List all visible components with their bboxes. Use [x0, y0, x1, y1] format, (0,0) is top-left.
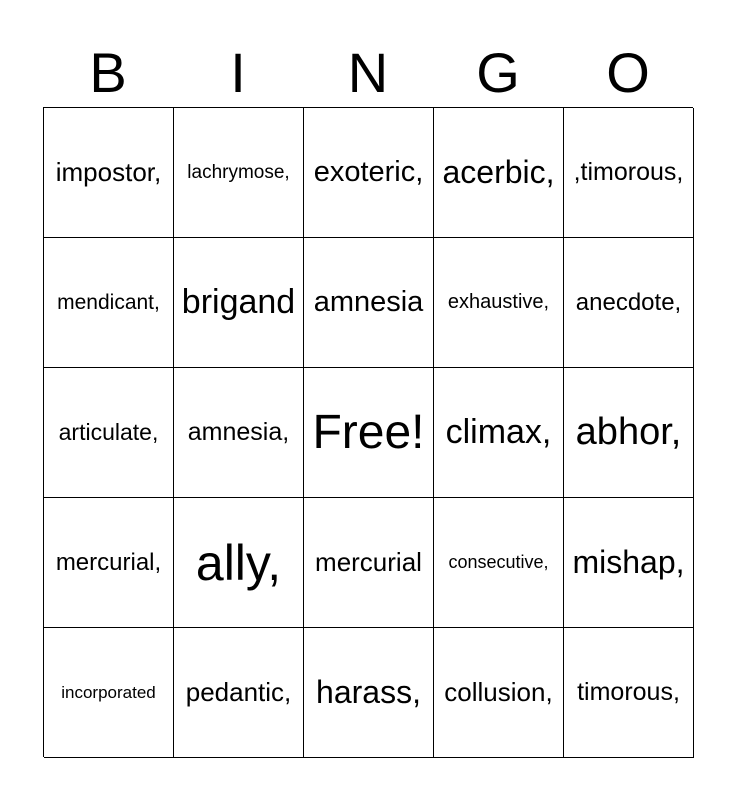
- bingo-cell: [564, 498, 694, 628]
- header-letter-o: O: [606, 41, 650, 104]
- bingo-cell: [564, 108, 694, 238]
- bingo-cell: [174, 238, 304, 368]
- header-letter-b: B: [89, 41, 127, 104]
- bingo-cell-word: mercurial: [315, 547, 422, 577]
- bingo-cell: [174, 368, 304, 498]
- bingo-cell-word: anecdote,: [575, 288, 682, 316]
- bingo-cell: [564, 238, 694, 368]
- bingo-cell: [304, 108, 434, 238]
- bingo-cell: [434, 108, 564, 238]
- bingo-cell: [44, 368, 174, 498]
- bingo-cell: [564, 368, 694, 498]
- bingo-cell-word: abhor,: [575, 411, 682, 453]
- bingo-cell-word: incorporated: [61, 682, 156, 702]
- bingo-cell: [174, 108, 304, 238]
- bingo-cell-word: acerbic,: [442, 154, 555, 190]
- free-space-cell: [304, 368, 434, 498]
- bingo-cell: [434, 368, 564, 498]
- bingo-cell: [304, 498, 434, 628]
- bingo-header: [43, 38, 693, 108]
- bingo-cell: [44, 238, 174, 368]
- bingo-cell-word: climax,: [445, 413, 552, 451]
- bingo-cell: [564, 628, 694, 758]
- header-letter-g: G: [476, 41, 520, 104]
- bingo-cell: [44, 498, 174, 628]
- bingo-cell-word: amnesia,: [187, 418, 290, 446]
- bingo-cell-word: mercurial,: [55, 548, 162, 576]
- bingo-cell-word: exhaustive,: [447, 291, 550, 313]
- bingo-cell: [304, 238, 434, 368]
- bingo-card-grid: [43, 107, 693, 757]
- bingo-cell-word: ally,: [195, 534, 282, 591]
- bingo-cell: [304, 628, 434, 758]
- bingo-cell: [174, 498, 304, 628]
- bingo-cell: [44, 628, 174, 758]
- bingo-cell-word: Free!: [312, 406, 425, 459]
- bingo-cell-word: articulate,: [58, 419, 159, 445]
- bingo-cell: [174, 628, 304, 758]
- bingo-cell-word: ,timorous,: [573, 158, 684, 186]
- bingo-cell: [434, 498, 564, 628]
- bingo-cell-word: mendicant,: [57, 290, 160, 314]
- bingo-cell-word: lachrymose,: [187, 161, 290, 183]
- bingo-cell-word: pedantic,: [185, 677, 292, 707]
- bingo-cell-word: brigand: [181, 283, 296, 321]
- bingo-cell-word: collusion,: [444, 677, 553, 707]
- header-letter-i: I: [230, 41, 246, 104]
- bingo-cell-word: timorous,: [577, 678, 680, 706]
- bingo-cell-word: amnesia: [313, 286, 424, 318]
- bingo-cell-word: harass,: [316, 674, 421, 710]
- header-letter-n: N: [347, 41, 389, 104]
- bingo-cell: [434, 238, 564, 368]
- bingo-cell-word: mishap,: [572, 544, 685, 580]
- bingo-cell-word: exoteric,: [313, 156, 424, 188]
- bingo-cell-word: impostor,: [55, 157, 162, 187]
- bingo-cell: [434, 628, 564, 758]
- bingo-cell: [44, 108, 174, 238]
- bingo-cell-word: consecutive,: [448, 552, 549, 572]
